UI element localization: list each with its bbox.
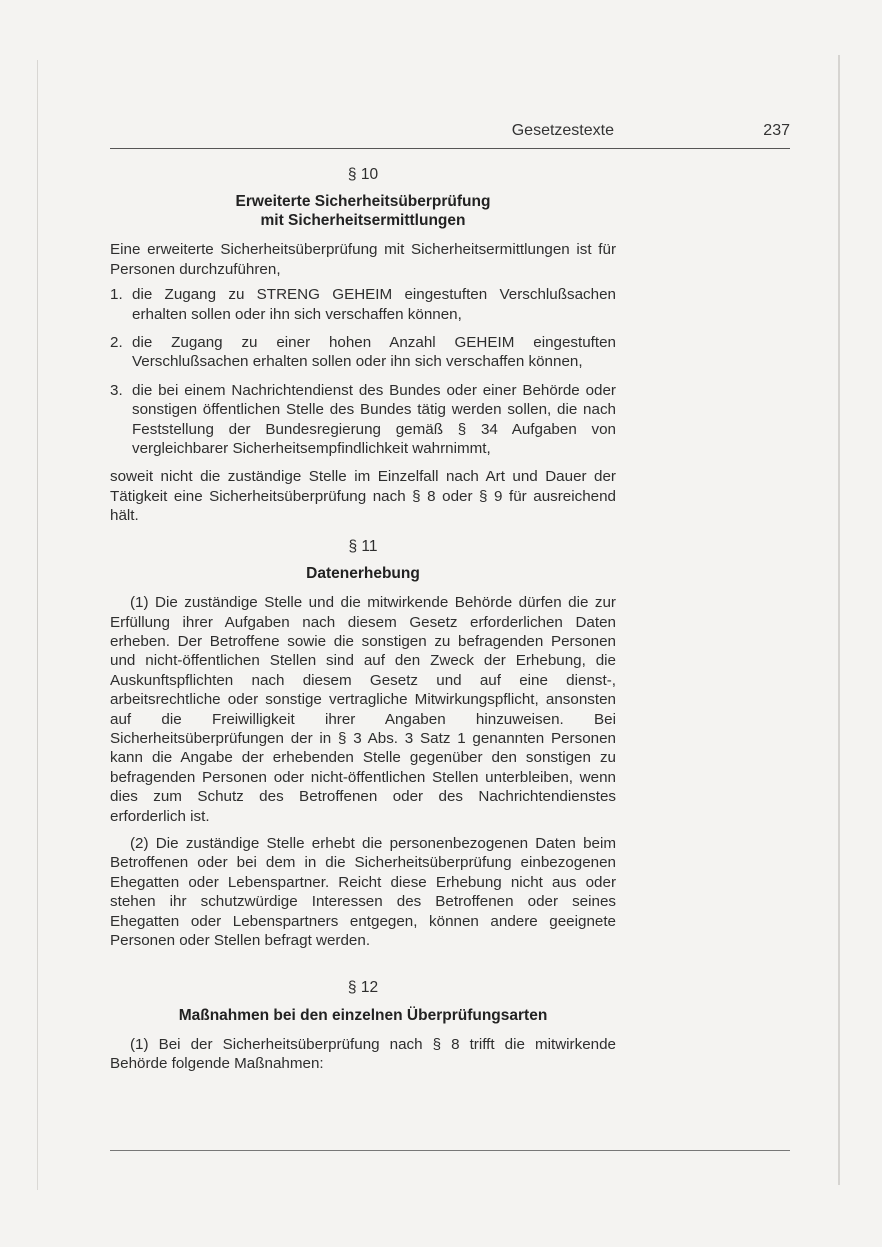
list-item-number: 2. bbox=[110, 334, 123, 352]
section-10-closing: soweit nicht die zuständige Stelle im Einzelfall nach Art und Dauer der Tätigkeit eine Sicherheitsüberprüfung nach § 8 oder § 9 für ausreichend hält. bbox=[110, 468, 616, 525]
list-item-text: die bei einem Nachrichtendienst des Bundes oder einer Behörde oder sonstigen öffentlichen Stelle des Bundes tätig werden sollen, die nach Feststellung der Bundesregierung gemäß § 34 Aufgaben von vergleichbarer Sicherheitsempfindlichkeit wahrnimmt, bbox=[132, 381, 616, 458]
footer-rule bbox=[110, 1150, 790, 1151]
section-11-paragraph-1: (1) Die zuständige Stelle und die mitwirkende Behörde dürfen die zur Erfüllung ihrer Aufgaben nach diesem Gesetz erforderlichen Daten erheben. Der Betroffene sowie die sonstigen zu befragenden Personen und nicht-öffentlichen Stellen sind auf den Zweck der Erhebung, die Auskunftspflichten nach diesem Gesetz und auf eine dienst-, arbeitsrechtliche oder sonstige vertragliche Mitwirkungspflicht, ansonsten auf die Freiwilligkeit ihrer Angaben hinzuweisen. Bei Sicherheitsüberprüfungen der in § 3 Abs. 3 Satz 1 genannten Personen kann die Angabe der erhebenden Stelle gegenüber den sonstigen zu befragenden Personen oder nicht-öffentlichen Stellen unterbleiben, wenn dies zum Schutz des Betroffenen oder des Nachrichtendienstes erforderlich ist. bbox=[110, 594, 616, 825]
section-12-paragraph-1: (1) Bei der Sicherheitsüberprüfung nach § 8 trifft die mitwirkende Behörde folgende Maßnahmen: bbox=[110, 1035, 616, 1073]
section-11-number: § 11 bbox=[348, 537, 378, 555]
running-head-title: Gesetzestexte bbox=[511, 122, 614, 139]
section-12-number: § 12 bbox=[347, 979, 379, 997]
page-number: 237 bbox=[763, 122, 790, 139]
section-10-title-line1: Erweiterte Sicherheitsüberprüfung bbox=[235, 193, 491, 211]
section-10-title-line2: mit Sicherheitsermittlungen bbox=[260, 212, 466, 230]
list-item bbox=[110, 333, 616, 372]
section-10-intro: Eine erweiterte Sicherheitsüberprüfung mit Sicherheitsermittlungen ist für Personen durchzuführen, bbox=[110, 241, 616, 278]
running-head bbox=[110, 122, 790, 149]
page-body bbox=[110, 165, 616, 1074]
section-11-paragraph-2: (2) Die zuständige Stelle erhebt die personenbezogenen Daten beim Betroffenen oder bei dem in die Sicherheitsüberprüfung einbezogenen Ehegatten oder Lebenspartner. Reicht diese Erhebung nicht aus oder stehen ihr schutzwürdige Interessen des Betroffenen oder seines Ehegatten oder Lebenspartners entgegen, können andere geeignete Personen oder Stellen befragt werden. bbox=[110, 834, 616, 949]
section-10-number: § 10 bbox=[347, 166, 379, 183]
list-item-number: 1. bbox=[110, 286, 123, 304]
section-10-list bbox=[110, 285, 616, 458]
scan-edge-left bbox=[37, 60, 38, 1190]
list-item bbox=[110, 381, 616, 459]
section-10-title bbox=[110, 192, 616, 230]
list-item-text: die Zugang zu einer hohen Anzahl GEHEIM eingestuften Verschlußsachen erhalten sollen oder ihn sich verschaffen können, bbox=[132, 334, 616, 371]
list-item bbox=[110, 285, 616, 324]
section-11-title: Datenerhebung bbox=[306, 565, 420, 583]
scan-edge-right bbox=[838, 55, 840, 1185]
list-item-number: 3. bbox=[110, 381, 123, 399]
section-12-title: Maßnahmen bei den einzelnen Überprüfungsarten bbox=[178, 1006, 548, 1024]
list-item-text: die Zugang zu STRENG GEHEIM eingestuften Verschlußsachen erhalten sollen oder ihn sich verschaffen können, bbox=[132, 286, 616, 323]
